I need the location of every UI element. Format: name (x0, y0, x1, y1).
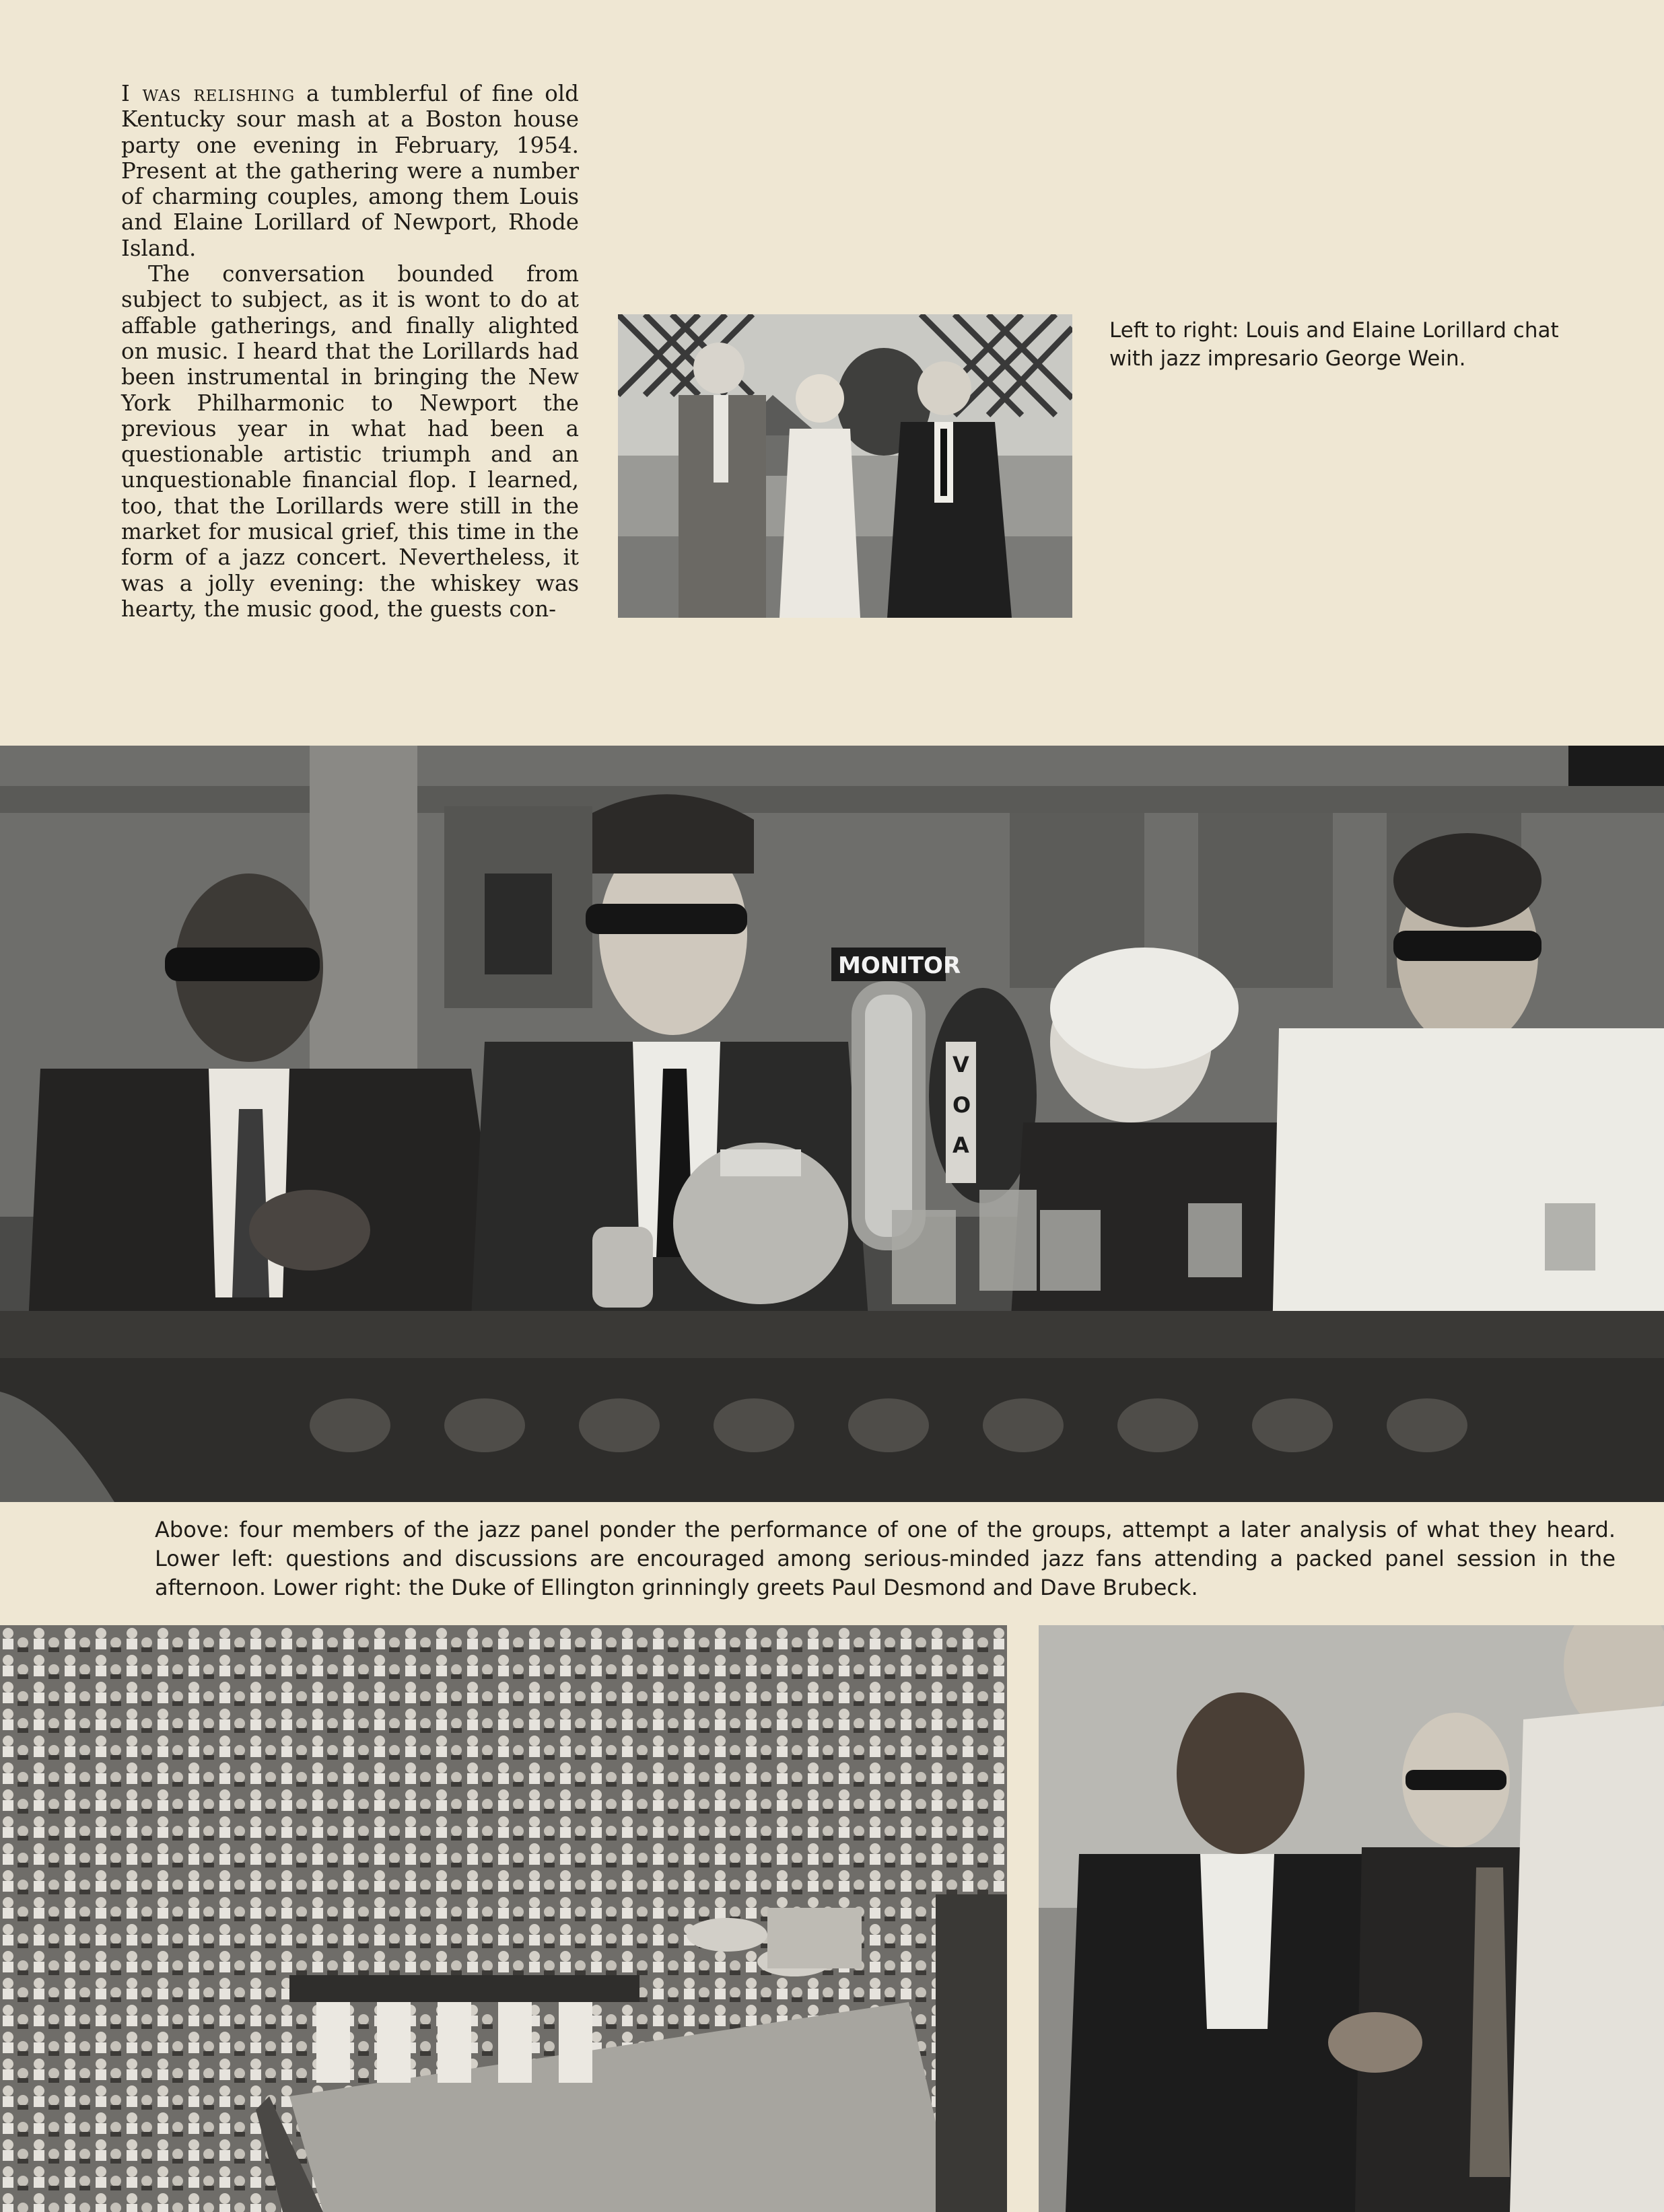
monitor-sign: MONITOR (838, 952, 961, 979)
caption-lorillards: Left to right: Louis and Elaine Lorillard chat with jazz impresario George Wein. (1109, 318, 1559, 371)
article-paragraph-1-body: a tumblerful of fine old Kentucky sour mash at a Boston house party one evening in February, 1954. Present at the gathering were a number of charming couples, among them Louis and Elaine Lorillard of Newport, Rhode Island. (121, 81, 579, 261)
article-paragraph-1 (121, 81, 579, 261)
voa-letter-v: V (952, 1052, 969, 1077)
article-text (121, 81, 579, 622)
photo-ellington-desmond-brubeck (1039, 1625, 1664, 2212)
photo-lorillards-wein (618, 314, 1072, 618)
voa-letter-o: O (952, 1092, 971, 1118)
photo-jazz-panel (0, 746, 1664, 1502)
photo-crowd-panel-session (0, 1625, 1007, 2212)
article-paragraph-2: The conversation bounded from subject to subject, as it is wont to do at affable gatherings, and finally alighted on music. I heard that the Lorillards had been instrumental in bringing the New York Philharmonic to Newport the previous year in what had been a questionable artistic triumph and an unquestionable financial flop. I learned, too, that the Lorillards were still in the market for musical grief, this time in the form of a jazz concert. Nevertheless, it was a jolly evening: the whiskey was hearty, the music good, the guests con- (121, 261, 579, 622)
voa-letter-a: A (952, 1133, 969, 1158)
article-lead-in: I was relishing (121, 81, 296, 106)
caption-panel: Above: four members of the jazz panel ponder the performance of one of the groups, attempt a later analysis of what they heard. Lower left: questions and discussions are encouraged among serious-minded jazz fans attending a packed panel session in the afternoon. Lower right: the Duke of Ellington grinningly greets Paul Desmond and Dave Brubeck. (155, 1517, 1616, 1600)
